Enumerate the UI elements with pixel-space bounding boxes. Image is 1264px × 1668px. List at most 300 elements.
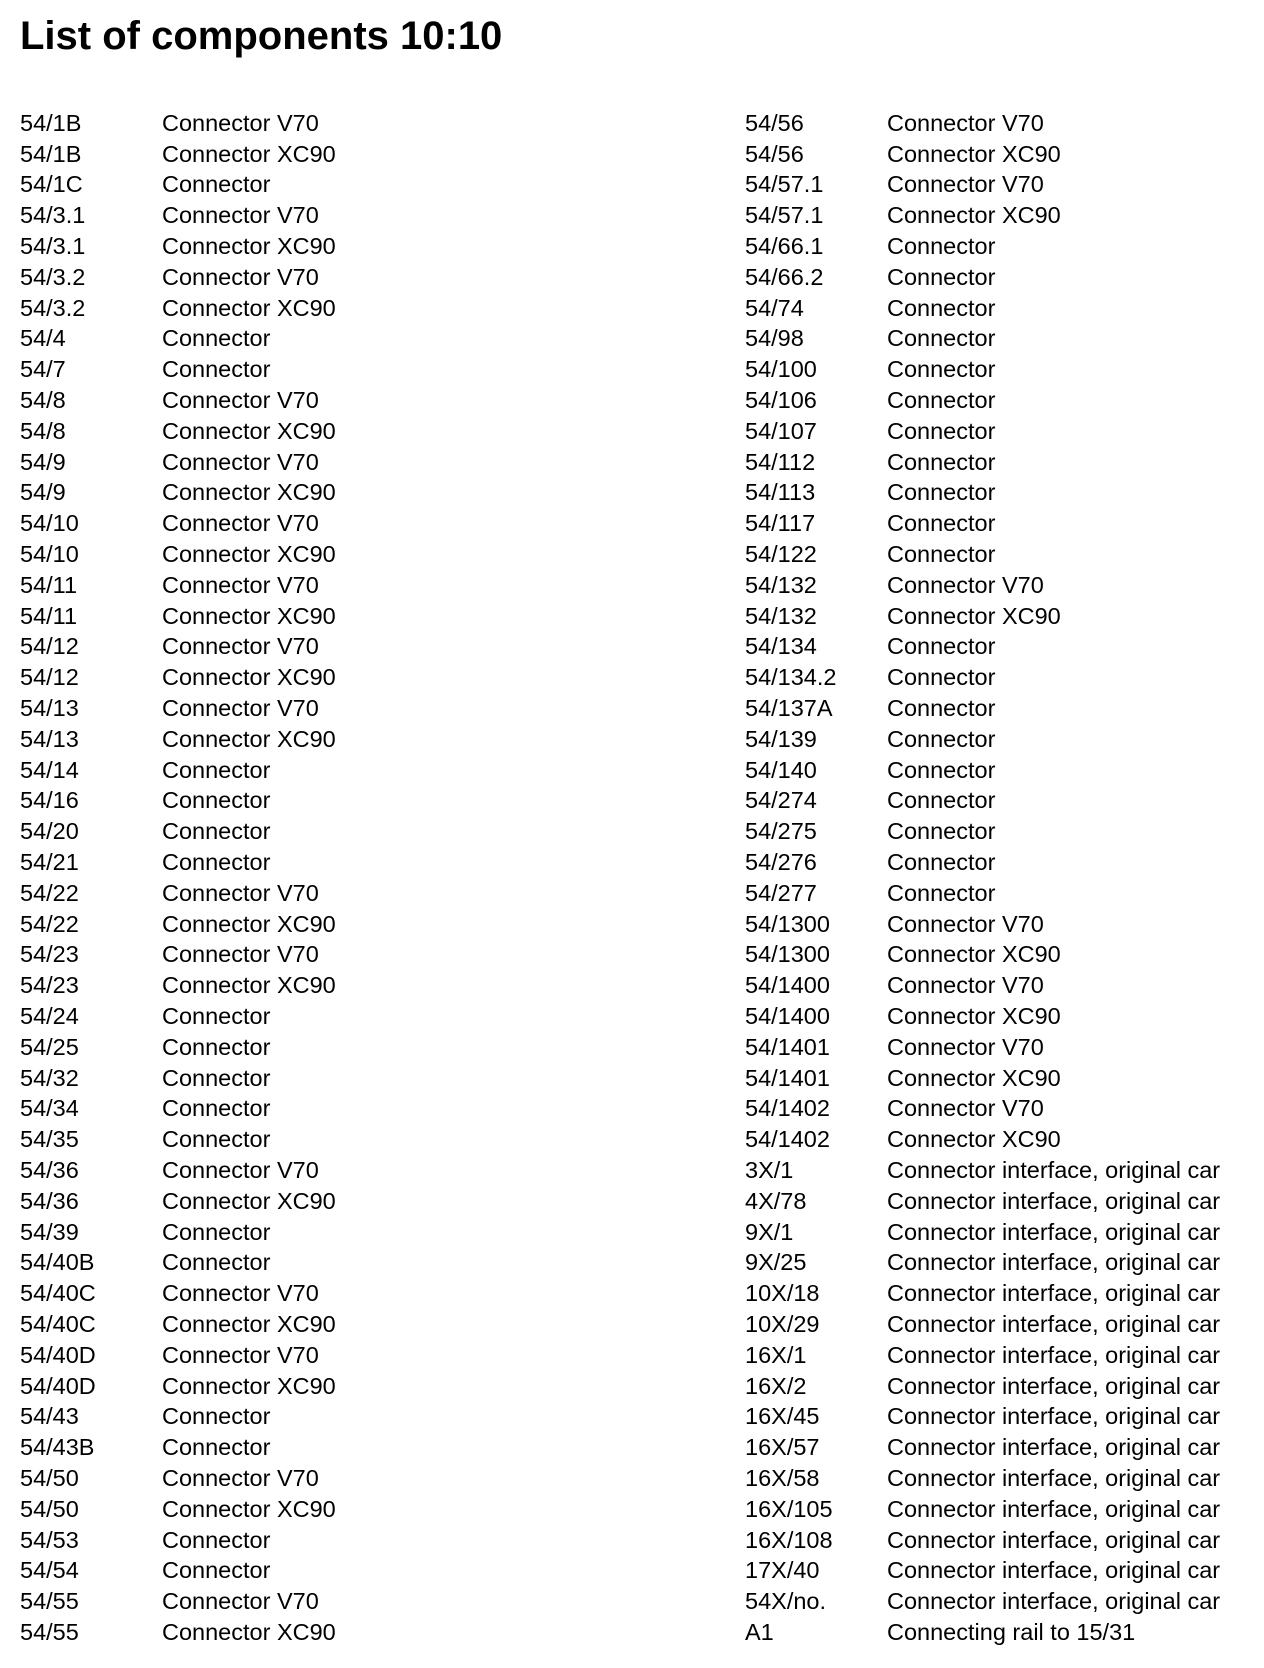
component-row [20, 354, 336, 385]
component-row [20, 170, 336, 201]
component-row [20, 1494, 336, 1525]
component-code: 54/3.1 [20, 233, 86, 260]
component-code: 54/1300 [745, 941, 830, 968]
component-row [745, 1124, 1220, 1155]
component-description: Connector [887, 448, 996, 475]
component-row [745, 108, 1220, 139]
component-code: 54/137A [745, 695, 833, 722]
component-code: 54/274 [745, 787, 817, 814]
component-row [20, 262, 336, 293]
component-row [745, 478, 1220, 509]
component-description: Connector interface, original car [887, 1464, 1221, 1491]
component-description: Connector XC90 [887, 1126, 1061, 1153]
component-code: 54/1300 [745, 910, 830, 937]
component-row [745, 354, 1220, 385]
component-description: Connector [887, 818, 996, 845]
component-row [745, 755, 1220, 786]
component-row [745, 1217, 1220, 1248]
component-description: Connector V70 [887, 571, 1044, 598]
component-row [20, 1155, 336, 1186]
component-code: 54/40D [20, 1341, 96, 1368]
component-description: Connector XC90 [887, 1003, 1061, 1029]
component-row [745, 1186, 1220, 1217]
component-description: Connector V70 [887, 1033, 1044, 1060]
component-row [745, 231, 1220, 262]
component-code: 54/22 [20, 879, 79, 906]
component-code: 54/39 [20, 1218, 79, 1245]
component-code: 54/16 [20, 787, 79, 814]
component-code: 16X/108 [745, 1526, 833, 1553]
component-description: Connector V70 [887, 972, 1044, 999]
component-code: 54/134 [745, 633, 817, 660]
component-code: 54/66.2 [745, 263, 824, 290]
component-code: 54/20 [20, 818, 79, 845]
component-description: Connector [162, 787, 271, 814]
component-code: 54/132 [745, 571, 817, 598]
component-code: 54/276 [745, 849, 817, 876]
component-code: 54/107 [745, 417, 817, 444]
component-description: Connector XC90 [162, 602, 336, 629]
component-row [745, 909, 1220, 940]
component-description: Connector XC90 [887, 140, 1061, 167]
component-description: Connector V70 [162, 263, 319, 290]
component-description: Connector V70 [887, 171, 1044, 198]
component-code: 54/57.1 [745, 171, 824, 198]
component-row [20, 447, 336, 478]
component-description: Connector interface, original car [887, 1280, 1221, 1307]
component-description: Connector XC90 [162, 1618, 336, 1645]
component-list-right-column [745, 108, 1220, 1648]
component-description: Connector XC90 [162, 910, 336, 937]
component-description: Connector [887, 387, 996, 414]
component-description: Connector [887, 417, 996, 444]
component-description: Connector XC90 [887, 941, 1061, 968]
component-description: Connector XC90 [162, 541, 336, 568]
component-description: Connector XC90 [162, 664, 336, 691]
component-description: Connector [162, 1557, 271, 1584]
component-row [745, 385, 1220, 416]
component-row [745, 847, 1220, 878]
component-row [20, 324, 336, 355]
component-code: 54/113 [745, 479, 816, 506]
component-code: 54/57.1 [745, 202, 824, 229]
component-description: Connector interface, original car [887, 1310, 1221, 1337]
component-description: Connector [887, 263, 996, 290]
component-code: 54/117 [745, 510, 816, 537]
component-code: 54/74 [745, 294, 804, 321]
component-description: Connector V70 [887, 109, 1044, 136]
component-description: Connector XC90 [162, 725, 336, 752]
component-row [20, 293, 336, 324]
component-description: Connector V70 [162, 387, 319, 414]
component-row [745, 139, 1220, 170]
component-code: 16X/105 [745, 1495, 833, 1522]
component-row [745, 1555, 1220, 1586]
component-row [20, 231, 336, 262]
component-row [745, 1494, 1220, 1525]
component-row [20, 1278, 336, 1309]
component-code: 54/40B [20, 1249, 95, 1276]
component-row [20, 1340, 336, 1371]
component-description: Connecting rail to 15/31 [887, 1618, 1136, 1645]
component-description: Connector [887, 787, 996, 814]
component-code: 54X/no. [745, 1588, 827, 1615]
component-row [745, 170, 1220, 201]
component-description: Connector interface, original car [887, 1249, 1221, 1276]
component-description: Connector [887, 541, 996, 568]
component-row [20, 601, 336, 632]
component-row [745, 601, 1220, 632]
component-row [20, 970, 336, 1001]
component-code: 3X/1 [745, 1156, 794, 1183]
component-code: 54/134.2 [745, 664, 837, 691]
component-row [745, 1525, 1220, 1556]
component-row [20, 1617, 336, 1648]
component-code: 54/40C [20, 1310, 96, 1337]
component-row [20, 816, 336, 847]
component-row [20, 1094, 336, 1125]
component-description: Connector [887, 849, 996, 876]
component-description: Connector interface, original car [887, 1403, 1221, 1430]
component-code: 54/66.1 [745, 233, 824, 260]
component-code: 54/1C [20, 171, 83, 198]
component-row [745, 1617, 1220, 1648]
component-description: Connector [162, 818, 271, 845]
component-description: Connector interface, original car [887, 1588, 1221, 1615]
component-row [20, 1555, 336, 1586]
component-description: Connector interface, original car [887, 1372, 1221, 1399]
component-row [745, 816, 1220, 847]
component-description: Connector [887, 633, 996, 660]
component-description: Connector [162, 325, 271, 352]
component-description: Connector [162, 1033, 271, 1060]
component-row [20, 416, 336, 447]
component-code: 54/13 [20, 695, 79, 722]
component-code: 54/40D [20, 1372, 96, 1399]
component-description: Connector XC90 [162, 972, 336, 999]
component-code: 54/25 [20, 1033, 79, 1060]
component-row [745, 1463, 1220, 1494]
component-row [20, 385, 336, 416]
component-row [20, 508, 336, 539]
component-row [20, 1371, 336, 1402]
component-code: 54/4 [20, 325, 66, 352]
component-description: Connector V70 [887, 1095, 1044, 1122]
component-description: Connector V70 [162, 633, 319, 660]
component-code: 17X/40 [745, 1557, 820, 1584]
component-description: Connector V70 [162, 1156, 319, 1183]
component-row [20, 909, 336, 940]
component-description: Connector XC90 [887, 202, 1061, 229]
component-row [20, 1217, 336, 1248]
component-row [20, 940, 336, 971]
component-code: 54/40C [20, 1280, 96, 1307]
component-code: 54/11 [20, 571, 78, 598]
component-code: 54/21 [20, 849, 79, 876]
component-code: 54/1400 [745, 1003, 830, 1029]
component-code: 54/122 [745, 541, 817, 568]
component-row [745, 1401, 1220, 1432]
component-code: 54/9 [20, 448, 66, 475]
component-list-left-column [20, 108, 336, 1648]
component-code: 54/36 [20, 1156, 79, 1183]
component-row [20, 755, 336, 786]
component-row [20, 1032, 336, 1063]
component-row [20, 1309, 336, 1340]
component-code: 54/56 [745, 140, 804, 167]
component-row [745, 293, 1220, 324]
component-description: Connector [162, 1249, 271, 1276]
component-row [745, 1063, 1220, 1094]
component-description: Connector [162, 849, 271, 876]
component-description: Connector V70 [162, 1464, 319, 1491]
component-code: 54/36 [20, 1187, 79, 1214]
component-row [745, 200, 1220, 231]
component-description: Connector XC90 [887, 602, 1061, 629]
component-description: Connector [887, 233, 996, 260]
component-description: Connector [162, 1003, 271, 1029]
component-row [20, 1463, 336, 1494]
component-code: 16X/45 [745, 1403, 820, 1430]
component-description: Connector [887, 725, 996, 752]
component-row [20, 847, 336, 878]
component-description: Connector V70 [162, 571, 319, 598]
component-description: Connector [887, 294, 996, 321]
component-description: Connector XC90 [162, 1495, 336, 1522]
component-row [20, 539, 336, 570]
component-code: 54/43B [20, 1434, 95, 1461]
component-description: Connector interface, original car [887, 1218, 1221, 1245]
component-description: Connector [162, 1064, 271, 1091]
component-description: Connector [162, 1095, 271, 1122]
component-row [745, 1094, 1220, 1125]
component-description: Connector interface, original car [887, 1557, 1221, 1584]
component-code: 54/35 [20, 1126, 79, 1153]
component-code: 54/3.2 [20, 263, 86, 290]
component-description: Connector XC90 [162, 140, 336, 167]
component-row [20, 1432, 336, 1463]
component-row [745, 1340, 1220, 1371]
component-code: 4X/78 [745, 1187, 807, 1214]
component-description: Connector interface, original car [887, 1341, 1221, 1368]
component-code: 54/1B [20, 140, 82, 167]
component-row [745, 632, 1220, 663]
component-description: Connector V70 [162, 941, 319, 968]
component-code: 54/14 [20, 756, 79, 783]
component-row [20, 200, 336, 231]
component-description: Connector XC90 [162, 1372, 336, 1399]
component-row [745, 1155, 1220, 1186]
component-row [745, 970, 1220, 1001]
component-description: Connector [162, 356, 271, 383]
component-code: 54/10 [20, 541, 79, 568]
component-row [745, 447, 1220, 478]
component-description: Connector [162, 1218, 271, 1245]
component-code: 54/139 [745, 725, 817, 752]
component-code: A1 [745, 1618, 774, 1645]
component-description: Connector [887, 356, 996, 383]
component-description: Connector XC90 [162, 479, 336, 506]
component-description: Connector XC90 [162, 417, 336, 444]
component-code: 54/34 [20, 1095, 79, 1122]
component-code: 54/13 [20, 725, 79, 752]
component-code: 9X/1 [745, 1218, 794, 1245]
component-row [745, 416, 1220, 447]
component-row [20, 1247, 336, 1278]
component-row [20, 1525, 336, 1556]
component-code: 16X/2 [745, 1372, 807, 1399]
component-code: 54/22 [20, 910, 79, 937]
component-row [20, 1063, 336, 1094]
component-row [745, 1001, 1220, 1032]
component-description: Connector [887, 756, 996, 783]
component-row [745, 1371, 1220, 1402]
component-row [20, 1001, 336, 1032]
component-description: Connector V70 [887, 910, 1044, 937]
component-code: 54/10 [20, 510, 79, 537]
component-row [20, 878, 336, 909]
component-row [20, 478, 336, 509]
component-description: Connector interface, original car [887, 1495, 1221, 1522]
component-description: Connector V70 [162, 1341, 319, 1368]
component-code: 54/100 [745, 356, 817, 383]
component-code: 54/1401 [745, 1064, 830, 1091]
component-row [20, 693, 336, 724]
component-description: Connector V70 [162, 1280, 319, 1307]
component-row [745, 508, 1220, 539]
component-row [20, 570, 336, 601]
component-code: 54/32 [20, 1064, 79, 1091]
component-row [745, 940, 1220, 971]
component-code: 16X/1 [745, 1341, 807, 1368]
component-code: 54/277 [745, 879, 817, 906]
component-code: 54/1400 [745, 972, 830, 999]
component-description: Connector V70 [162, 202, 319, 229]
component-code: 54/50 [20, 1495, 79, 1522]
component-code: 16X/58 [745, 1464, 820, 1491]
component-description: Connector V70 [162, 1588, 319, 1615]
component-description: Connector [887, 879, 996, 906]
component-description: Connector V70 [162, 695, 319, 722]
component-code: 10X/18 [745, 1280, 820, 1307]
component-row [20, 662, 336, 693]
component-code: 10X/29 [745, 1310, 820, 1337]
component-description: Connector [887, 510, 996, 537]
component-description: Connector XC90 [162, 1310, 336, 1337]
component-description: Connector XC90 [162, 294, 336, 321]
component-code: 54/1402 [745, 1095, 830, 1122]
component-description: Connector V70 [162, 109, 319, 136]
component-description: Connector XC90 [162, 233, 336, 260]
component-code: 54/24 [20, 1003, 79, 1029]
component-row [745, 570, 1220, 601]
component-description: Connector [887, 479, 996, 506]
component-row [745, 786, 1220, 817]
component-row [745, 878, 1220, 909]
component-description: Connector XC90 [887, 1064, 1061, 1091]
component-row [745, 1309, 1220, 1340]
component-row [745, 662, 1220, 693]
component-code: 54/12 [20, 633, 79, 660]
component-row [745, 1586, 1220, 1617]
component-code: 54/54 [20, 1557, 79, 1584]
component-code: 54/9 [20, 479, 66, 506]
component-row [20, 632, 336, 663]
component-row [20, 1186, 336, 1217]
component-code: 54/98 [745, 325, 804, 352]
component-row [745, 262, 1220, 293]
component-description: Connector interface, original car [887, 1156, 1221, 1183]
component-code: 54/53 [20, 1526, 79, 1553]
component-description: Connector [162, 1403, 271, 1430]
page-title: List of components 10:10 [20, 14, 503, 58]
component-row [20, 786, 336, 817]
component-code: 54/3.1 [20, 202, 86, 229]
component-row [745, 539, 1220, 570]
component-description: Connector [162, 756, 271, 783]
component-description: Connector interface, original car [887, 1434, 1221, 1461]
component-code: 54/1402 [745, 1126, 830, 1153]
component-code: 54/1B [20, 109, 82, 136]
component-code: 54/132 [745, 602, 817, 629]
component-description: Connector interface, original car [887, 1187, 1221, 1214]
component-description: Connector [887, 664, 996, 691]
component-row [20, 1586, 336, 1617]
component-description: Connector V70 [162, 879, 319, 906]
component-description: Connector [887, 695, 996, 722]
component-code: 54/1401 [745, 1033, 830, 1060]
component-code: 54/7 [20, 356, 66, 383]
component-row [20, 724, 336, 755]
component-description: Connector V70 [162, 448, 319, 475]
component-code: 54/8 [20, 417, 66, 444]
component-code: 54/8 [20, 387, 66, 414]
component-code: 54/112 [745, 448, 816, 475]
component-code: 54/3.2 [20, 294, 86, 321]
component-code: 54/56 [745, 109, 804, 136]
component-description: Connector [887, 325, 996, 352]
component-row [20, 139, 336, 170]
component-row [745, 324, 1220, 355]
component-code: 54/43 [20, 1403, 79, 1430]
component-code: 54/55 [20, 1618, 79, 1645]
component-description: Connector XC90 [162, 1187, 336, 1214]
component-code: 54/23 [20, 972, 79, 999]
component-code: 54/50 [20, 1464, 79, 1491]
component-row [20, 1401, 336, 1432]
component-code: 54/140 [745, 756, 817, 783]
component-code: 9X/25 [745, 1249, 807, 1276]
component-code: 54/55 [20, 1588, 79, 1615]
component-code: 16X/57 [745, 1434, 820, 1461]
component-description: Connector [162, 1126, 271, 1153]
component-row [20, 108, 336, 139]
component-description: Connector interface, original car [887, 1526, 1221, 1553]
component-row [20, 1124, 336, 1155]
component-description: Connector [162, 1434, 271, 1461]
component-code: 54/106 [745, 387, 817, 414]
component-code: 54/12 [20, 664, 79, 691]
component-row [745, 1278, 1220, 1309]
component-row [745, 693, 1220, 724]
component-code: 54/11 [20, 602, 78, 629]
component-row [745, 1032, 1220, 1063]
component-code: 54/275 [745, 818, 817, 845]
component-row [745, 724, 1220, 755]
component-description: Connector [162, 1526, 271, 1553]
component-description: Connector [162, 171, 271, 198]
component-code: 54/23 [20, 941, 79, 968]
